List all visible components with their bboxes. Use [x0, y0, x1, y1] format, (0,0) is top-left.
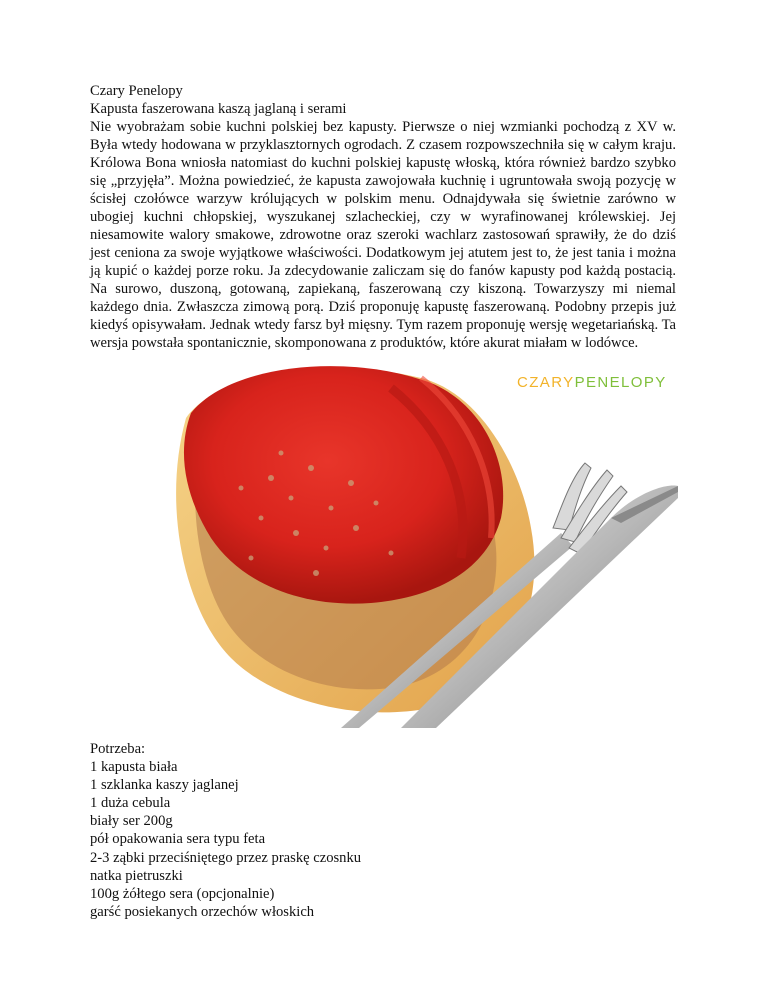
- ingredient-item: 1 kapusta biała: [90, 759, 178, 776]
- recipe-title: Kapusta faszerowana kaszą jaglaną i serami: [90, 101, 347, 117]
- ingredient-item: garść posiekanych orzechów włoskich: [90, 903, 315, 920]
- ingredient-item: natka pietruszki: [90, 867, 183, 884]
- ingredient-item: 1 duża cebula: [90, 795, 171, 812]
- ingredients-list: [90, 740, 590, 921]
- article-text: [90, 82, 676, 352]
- document-title: Czary Penelopy: [90, 83, 183, 99]
- dish-photo: [91, 358, 678, 728]
- ingredient-item: pół opakowania sera typu feta: [90, 831, 266, 848]
- watermark-part2: PENELOPY: [574, 374, 667, 391]
- watermark-part1: CZARY: [517, 374, 575, 391]
- ingredients-heading: Potrzeba:: [90, 741, 146, 757]
- watermark-logo: [517, 374, 667, 391]
- ingredient-item: 1 szklanka kaszy jaglanej: [90, 777, 239, 794]
- ingredient-item: 100g żółtego sera (opcjonalnie): [90, 885, 275, 902]
- stuffed-cabbage-image: [91, 358, 678, 728]
- intro-paragraph: Nie wyobrażam sobie kuchni polskiej bez kapusty. Pierwsze o niej wzmianki pochodzą z XV w. Była wtedy hodowana w przyklasztornych ogrodach. Z czasem rozpowszechniła się w całym kraju. Królowa Bona wniosła natomiast do kuchni polskiej kapustę włoską, która również bardzo szybko się „przyjęła”. Można powiedzieć, że kapusta zawojowała kuchnię i ugruntowała swoją pozycję w ścisłej czołówce warzyw królujących w polskim menu. Odnajdywała się świetnie zarówno w ubogiej kuchni chłopskiej, wyszukanej szlacheckiej, czy w wyrafinowanej królewskiej. Jej niesamowite walory smakowe, zdrowotne oraz szeroki wachlarz zastosowań sprawiły, że do dziś jest ceniona za swoje wyjątkowe właściwości. Dodatkowym jej atutem jest to, że jest tania i można ją kupić o każdej porze roku. Ja zdecydowanie zaliczam się do fanów kapusty pod każdą postacią. Na surowo, duszoną, gotowaną, zapiekaną, faszerowaną czy kiszoną. Towarzyszy mi niemal każdego dnia. Zwłaszcza zimową porą. Dziś proponuję kapustę faszerowaną. Podobny przepis już kiedyś opisywałam. Jednak wtedy farsz był mięsny. Tym razem proponuję wersję wegetariańską. Ta wersja powstała spontanicznie, skomponowana z produktów, które akurat miałam w lodówce.: [90, 119, 676, 351]
- ingredient-item: 2-3 ząbki przeciśniętego przez praskę czosnku: [90, 849, 362, 866]
- ingredient-item: biały ser 200g: [90, 813, 173, 830]
